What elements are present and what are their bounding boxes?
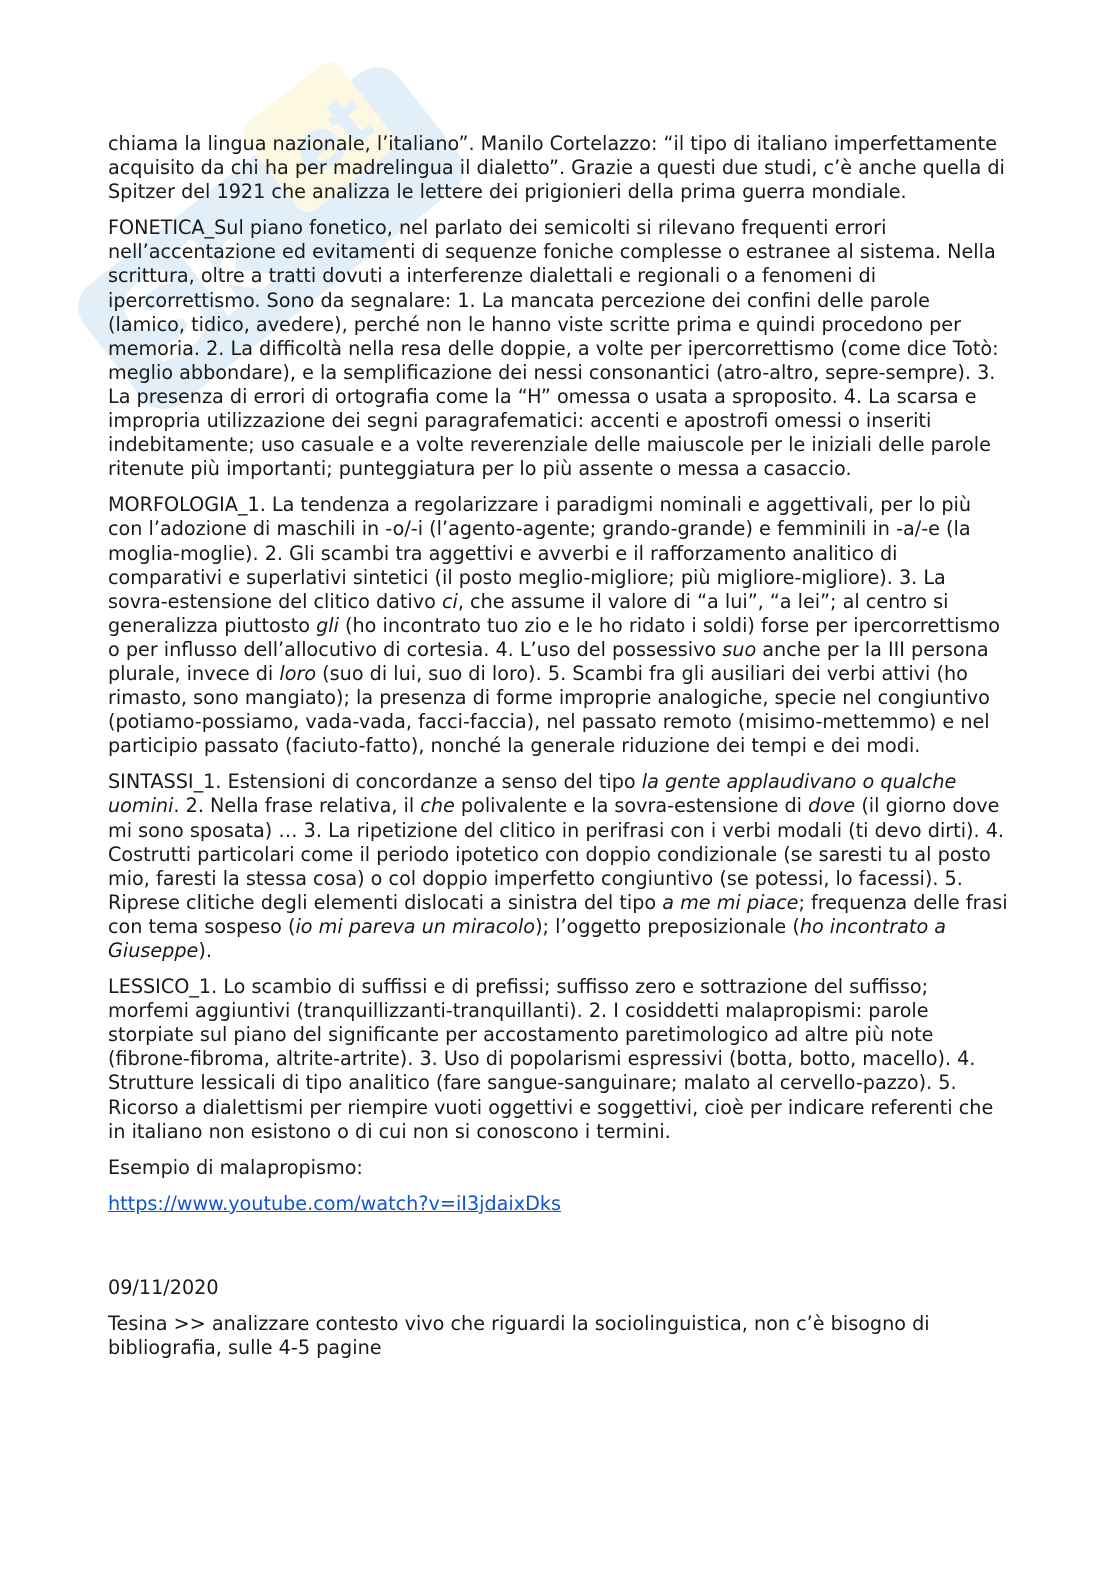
lessico-paragraph: LESSICO_1. Lo scambio di suffissi e di prefissi; suffisso zero e sottrazione del suffisso; morfemi aggiuntivi (tranquillizzanti-tranquillanti). 2. I cosiddetti malapropismi: parole storpiate sul piano del significante per accostamento paretimologico ad altre più note (fibrone-fibroma, altrite-artrite). 3. Uso di popolarismi espressivi (botta, botto, macello). 4. Strutture lessicali di tipo analitico (fare sangue-sanguinare; malato al cervello-pazzo). 5. Ricorso a dialettismi per riempire vuoti oggettivi e soggettivi, cioè per indicare referenti che in italiano non esistono o di cui non si conoscono i termini. [108, 975, 994, 1143]
youtube-link[interactable]: https://www.youtube.com/watch?v=iI3jdaixDks [108, 1191, 561, 1215]
youtube-link-paragraph [108, 1192, 1008, 1216]
tesina-paragraph: Tesina >> analizzare contesto vivo che riguardi la sociolinguistica, non c’è bisogno di bibliografia, sulle 4-5 pagine [108, 1312, 930, 1360]
svg-text:et: et [273, 78, 388, 193]
sintassi-paragraph: SINTASSI_1. Estensioni di concordanze a senso del tipo la gente applaudivano o qualche uomini. 2. Nella frase relativa, il che polivalente e la sovra-estensione di dove (il giorno dove mi sono sposata) … 3. La ripetizione del clitico in perifrasi con i verbi modali (ti devo dirti). 4. Costrutti particolari come il periodo ipotetico con doppio condizionale (se saresti tu al posto mio, faresti la stessa cosa) o col doppio imperfetto congiuntivo (se potessi, lo facessi). 5. Riprese clitiche degli elementi dislocati a sinistra del tipo a me mi piace; frequenza delle frasi con tema sospeso (io mi pareva un miracolo); l’oggetto preposizionale (ho incontrato a Giuseppe). [108, 770, 1008, 962]
intro-paragraph: chiama la lingua nazionale, l’italiano”. Manilo Cortelazzo: “il tipo di italiano imperfettamente acquisito da chi ha per madrelingua il dialetto”. Grazie a questi due studi, c’è anche quella di Spitzer del 1921 che analizza le lettere dei prigionieri della prima guerra mondiale. [108, 132, 1005, 204]
date-text: 09/11/2020 [108, 1275, 219, 1299]
example-label: Esempio di malapropismo: [108, 1155, 363, 1179]
svg-text:Sk: Sk [95, 196, 295, 391]
fonetica-paragraph: FONETICA_Sul piano fonetico, nel parlato dei semicolti si rilevano frequenti errori nell’accentazione ed evitamenti di sequenze foniche complesse o estranee al sistema. Nella scrittura, oltre a tratti dovuti a interferenze dialettali e regionali o a fenomeni di ipercorrettismo. Sono da segnalare: 1. La mancata percezione dei confini delle parole (lamico, tidico, avedere), perché non le hanno viste scritte prima e quindi procedono per memoria. 2. La difficoltà nella resa delle doppie, a volte per ipercorrettismo (come dice Totò: meglio abbondare), e la semplificazione dei nessi consonantici (atro-altro, sepre-sempre). 3. La presenza di errori di ortografia come la “H” omessa o usata a sproposito. 4. La scarsa e impropria utilizzazione dei segni paragrafematici: accenti e apostrofi omessi o inseriti indebitamente; uso casuale e a volte reverenziale delle maiuscole per le iniziali delle parole ritenute più importanti; punteggiatura per lo più assente o messa a casaccio. [108, 216, 999, 481]
document-page [108, 132, 1008, 1372]
morfologia-paragraph: MORFOLOGIA_1. La tendenza a regolarizzare i paradigmi nominali e aggettivali, per lo più con l’adozione di maschili in -o/-i (l’agento-agente; grando-grande) e femminili in -a/-e (la moglia-moglie). 2. Gli scambi tra aggettivi e avverbi e il rafforzamento analitico di comparativi e superlativi sintetici (il posto meglio-migliore; più migliore-migliore). 3. La sovra-estensione del clitico dativo ci, che assume il valore di “a lui”, “a lei”; al centro si generalizza piuttosto gli (ho incontrato tuo zio e le ho ridato i soldi) forse per ipercorrettismo o per influsso dell’allocutivo di cortesia. 4. L’uso del possessivo suo anche per la III persona plurale, invece di loro (suo di lui, suo di loro). 5. Scambi fra gli ausiliari dei verbi attivi (ho rimasto, sono mangiato); la presenza di forme improprie analogiche, specie nel congiuntivo (potiamo-possiamo, vada-vada, facci-faccia), nel passato remoto (misimo-mettemmo) e nel participio passato (faciuto-fatto), nonché la generale riduzione dei tempi e dei modi. [108, 493, 1000, 758]
